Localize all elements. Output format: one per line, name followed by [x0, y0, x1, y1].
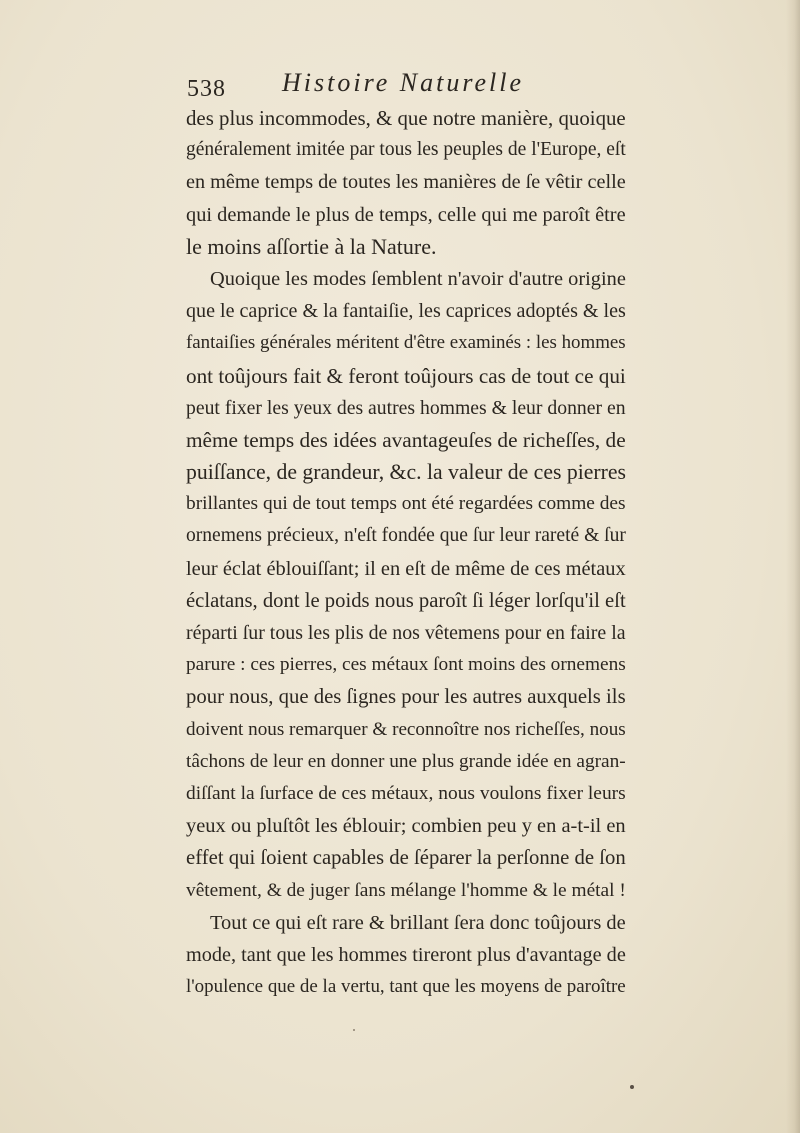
text-line: vêtement, & de juger ſans mélange l'homme & le métal ! — [186, 879, 626, 901]
text-line: réparti ſur tous les plis de nos vêtemens pour en faire la — [186, 622, 626, 644]
text-line: éclatans, dont le poids nous paroît ſi léger lorſqu'il eſt — [186, 589, 626, 612]
paragraph-first-line: Quoique les modes ſemblent n'avoir d'autre origine — [210, 267, 626, 290]
text-line: ont toûjours fait & feront toûjours cas de tout ce qui — [186, 363, 626, 388]
paragraph-first-line: Tout ce qui eſt rare & brillant ſera donc toûjours de — [210, 911, 626, 934]
text-line: l'opulence que de la vertu, tant que les moyens de paroître — [186, 976, 626, 998]
ink-speck — [630, 1085, 634, 1089]
text-line: diſſant la ſurface de ces métaux, nous voulons fixer leurs — [186, 782, 626, 804]
text-line: peut fixer les yeux des autres hommes & leur donner en — [186, 396, 626, 419]
ink-speck — [353, 1029, 355, 1031]
page-number: 538 — [187, 76, 226, 102]
text-line: en même temps de toutes les manières de ſe vêtir celle — [186, 171, 626, 194]
page-edge-shadow — [786, 0, 800, 1133]
text-line: tâchons de leur en donner une plus grande idée en agran- — [186, 750, 626, 772]
text-line: fantaiſies générales méritent d'être examinés : les hommes — [186, 332, 626, 354]
text-line: ornemens précieux, n'eſt fondée que ſur leur rareté & ſur — [186, 525, 626, 547]
running-title: Histoire Naturelle — [282, 68, 525, 97]
text-line: mode, tant que les hommes tireront plus d'avantage de — [186, 943, 626, 966]
text-line: leur éclat éblouiſſant; il en eſt de même de ces métaux — [186, 557, 626, 580]
text-line: puiſſance, de grandeur, &c. la valeur de ces pierres — [186, 460, 626, 485]
text-line: le moins aſſortie à la Nature. — [186, 233, 437, 259]
text-line: que le caprice & la fantaiſie, les caprices adoptés & les — [186, 300, 626, 323]
body-text — [186, 102, 626, 1003]
text-line: effet qui ſoient capables de ſéparer la perſonne de ſon — [186, 847, 626, 870]
text-line: des plus incommodes, & que notre manière, quoique — [186, 106, 626, 130]
text-line: brillantes qui de tout temps ont été regardées comme des — [186, 493, 626, 515]
text-line: même temps des idées avantageuſes de richeſſes, de — [186, 427, 626, 452]
text-line: parure : ces pierres, ces métaux ſont moins des ornemens — [186, 654, 626, 676]
text-line: qui demande le plus de temps, celle qui me paroît être — [186, 203, 626, 226]
text-line: yeux ou pluſtôt les éblouir; combien peu y en a-t-il en — [186, 815, 626, 838]
text-line: généralement imitée par tous les peuples de l'Europe, eſt — [186, 139, 626, 161]
text-line: doivent nous remarquer & reconnoître nos richeſſes, nous — [186, 718, 626, 740]
text-line: pour nous, que des ſignes pour les autres auxquels ils — [186, 686, 626, 709]
